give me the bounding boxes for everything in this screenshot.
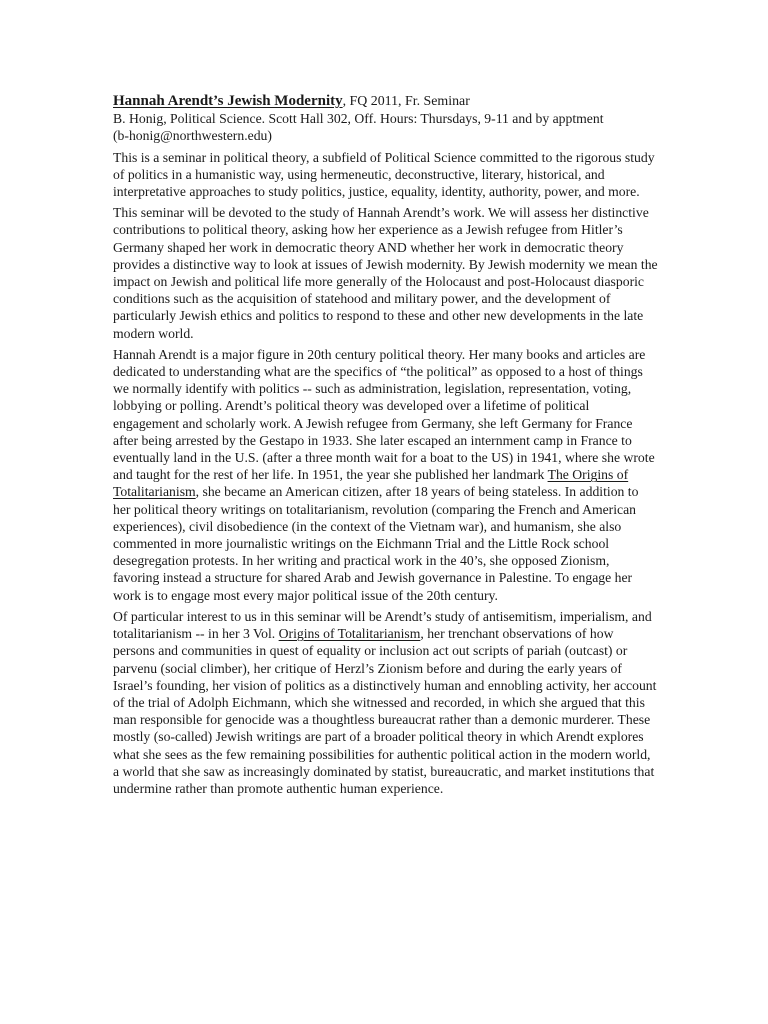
paragraph-seminar-focus: This seminar will be devoted to the study of Hannah Arendt’s work. We will assess her distinctive contributions to political theory, asking how her experience as a Jewish refugee from Hitler’s Germany shaped her work in democratic theory AND whether her work in democratic theory provides a distinctive way to look at issues of Jewish modernity. By Jewish modernity we mean the impact on Jewish and political life more generally of the Holocaust and post-Holocaust diasporic conditions such as the acquisition of statehood and military power, and the development of particularly Jewish ethics and politics to respond to these and other new developments in the late modern world. bbox=[113, 205, 658, 341]
paragraph-text: Of particular interest to us in this seminar will be Arendt’s study of antisemitism, imperialism, and totalitarianism -- in her 3 Vol. bbox=[113, 608, 652, 642]
paragraph-text: Hannah Arendt is a major figure in 20th century political theory. Her many books and articles are dedicated to understanding what are the specifics of “the political” as opposed to a host of things we normally identify with politics -- such as administration, legislation, representation, voting, lobbying or polling. Arendt’s political theory was developed over a lifetime of political engagement and scholarly work. A Jewish refugee from Germany, she left Germany for France after being arrested by the Gestapo in 1933. She later escaped an internment camp in France to eventually land in the U.S. (after a three month wait for a boat to the US) in 1941, where she wrote and taught for the rest of her life. In 1951, the year she published her landmark bbox=[113, 346, 655, 483]
book-title: Origins of Totalitarianism bbox=[278, 626, 421, 642]
paragraph-text: , her trenchant observations of how persons and communities in quest of equality or inclusion act out scripts of pariah (outcast) or parvenu (social climber), her critique of Herzl’s Zionism before and during the early years of Israel’s founding, her vision of politics as a distinctively human and ennobling activity, her account of the trial of Adolph Eichmann, which she witnessed and recorded, in which she argued that this man responsible for genocide was a thoughtless bureaucrat rather than a demonic murderer. These mostly (so-called) Jewish writings are part of a broader political theory in which Arendt explores what she sees as the few remaining possibilities for authentic political action in the modern world, a world that she saw as increasingly dominated by statist, bureaucratic, and market institutions that undermine rather than promote authentic human experience. bbox=[113, 626, 657, 796]
paragraph-text: , she became an American citizen, after 18 years of being stateless. In addition to her political theory writings on totalitarianism, revolution (comparing the French and American experiences), civil disobedience (in the context of the Vietnam war), and humanism, she also commented in more journalistic writings on the Eichmann Trial and the Little Rock school desegregation protests. In her writing and practical work in the 40’s, she opposed Zionism, favoring instead a structure for shared Arab and Jewish governance in Palestine. To engage her work is to engage most every major political issue of the 20th century. bbox=[113, 484, 639, 603]
paragraph-arendt-biography bbox=[113, 346, 658, 604]
book-title: The Origins of Totalitarianism bbox=[113, 467, 629, 500]
paragraph-particular-interest bbox=[113, 608, 658, 797]
instructor-email: (b-honig@northwestern.edu) bbox=[113, 128, 272, 144]
course-term: , FQ 2011, Fr. Seminar bbox=[342, 94, 470, 109]
document-body bbox=[113, 92, 658, 797]
course-title: Hannah Arendt’s Jewish Modernity bbox=[113, 93, 343, 109]
title-line bbox=[113, 92, 658, 110]
paragraph-intro: This is a seminar in political theory, a subfield of Political Science committed to the rigorous study of politics in a humanistic way, using hermeneutic, deconstructive, literary, historical, and interpretative approaches to study politics, justice, equality, identity, authority, power, and more. bbox=[113, 149, 655, 200]
instructor-info: B. Honig, Political Science. Scott Hall 302, Off. Hours: Thursdays, 9-11 and by apptment bbox=[113, 111, 604, 127]
